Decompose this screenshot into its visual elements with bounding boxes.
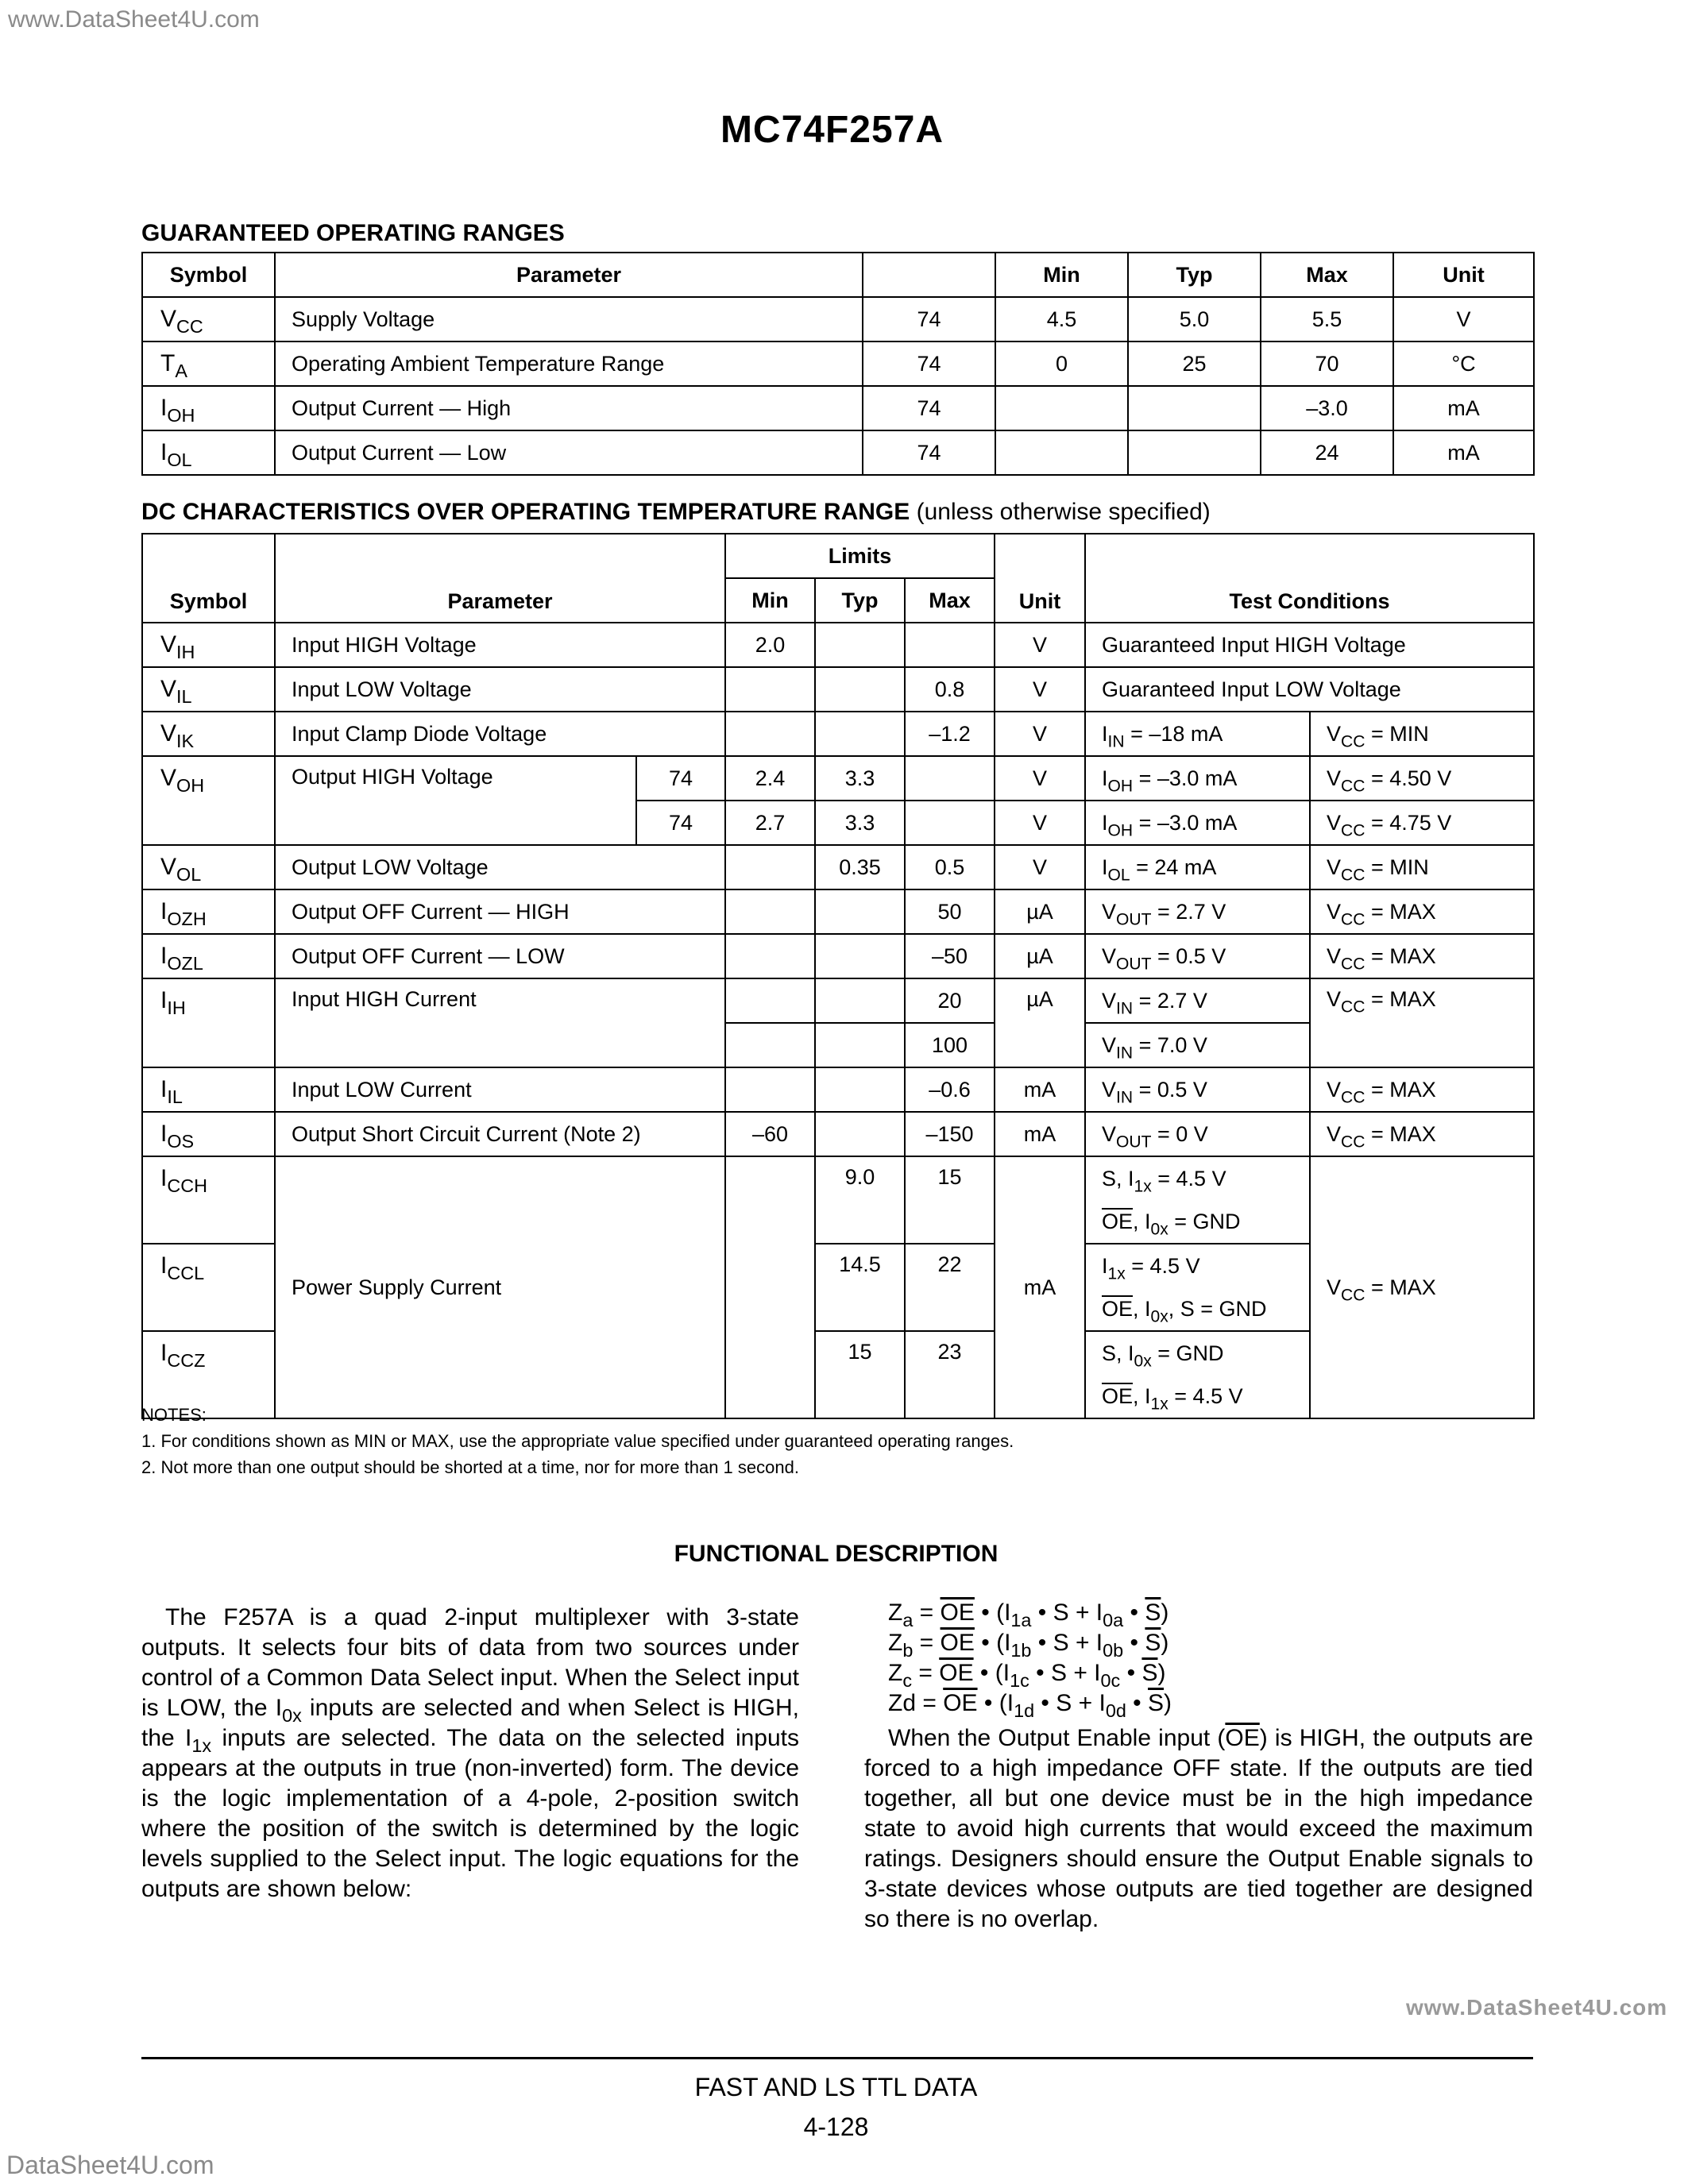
condition-cell: $V_{CC}$ = MIN	[1310, 712, 1534, 756]
symbol-cell: $V_{IK}$	[142, 712, 275, 756]
version-cell: 74	[863, 386, 995, 430]
unit-cell: V	[995, 801, 1085, 845]
typ-cell: 0.35	[815, 845, 905, 889]
symbol-cell: $I_{OZL}$	[142, 934, 275, 978]
col-min: Min	[725, 578, 815, 623]
unit-cell: V	[995, 756, 1085, 801]
parameter-cell: Output HIGH Voltage	[275, 756, 636, 845]
table-header-row	[142, 253, 1534, 297]
condition-cell: $I_{OH} = -3.0$ mA	[1085, 801, 1310, 845]
symbol-cell: $I_{IL}$	[142, 1067, 275, 1112]
version-cell: 74	[863, 341, 995, 386]
col-blank	[863, 253, 995, 297]
parameter-cell: Operating Ambient Temperature Range	[275, 341, 863, 386]
min-cell	[725, 712, 815, 756]
unit-cell: mA	[1393, 430, 1534, 475]
max-cell: 0.8	[905, 667, 995, 712]
guaranteed-operating-ranges-table	[141, 252, 1535, 476]
condition-cell: $I_{OH} = -3.0$ mA	[1085, 756, 1310, 801]
typ-cell	[815, 889, 905, 934]
parameter-cell: Input LOW Current	[275, 1067, 725, 1112]
col-min: Min	[995, 253, 1128, 297]
col-typ: Typ	[1128, 253, 1261, 297]
typ-cell: 25	[1128, 341, 1261, 386]
max-cell: –3.0	[1261, 386, 1393, 430]
equation-zc: $Z_c = \overline{OE}$ • ($I_{1c}$ • $S + I_{0c}$ • $\overline{S}$)	[888, 1660, 1166, 1692]
min-cell	[725, 889, 815, 934]
parameter-cell: Output OFF Current — LOW	[275, 934, 725, 978]
symbol-cell: $I_{IH}$	[142, 978, 275, 1067]
condition-cell: $V_{CC}$ = MIN	[1310, 845, 1534, 889]
symbol-cell: $V_{CC}$	[142, 297, 275, 341]
dc-characteristics-table	[141, 533, 1535, 1419]
notes	[141, 1402, 1014, 1480]
header-row-1	[142, 534, 1534, 578]
equation-zb: $Z_b = \overline{OE}$ • ($I_{1b}$ • $S + I_{0b}$ • $\overline{S}$)	[888, 1630, 1169, 1661]
table-row	[142, 623, 1534, 667]
condition-cell: $V_{OUT} = 2.7$ V	[1085, 889, 1310, 934]
note-1: 1. For conditions shown as MIN or MAX, use the appropriate value specified under guaranteed operating ranges.	[141, 1431, 1014, 1451]
unit-cell: °C	[1393, 341, 1534, 386]
footer-rule	[141, 2057, 1533, 2059]
watermark-bottom: DataSheet4U.com	[6, 2151, 214, 2179]
table-row	[142, 1112, 1534, 1156]
condition-cell: $V_{CC}$ = MAX	[1310, 934, 1534, 978]
max-cell	[905, 801, 995, 845]
condition-cell: $V_{CC}$ = MAX	[1310, 1112, 1534, 1156]
notes-header: NOTES:	[141, 1405, 207, 1425]
condition-cell: $V_{CC}$ = MAX	[1310, 978, 1534, 1067]
watermark-right: www.DataSheet4U.com	[1406, 1995, 1668, 2020]
max-cell: –1.2	[905, 712, 995, 756]
max-cell: 70	[1261, 341, 1393, 386]
col-typ: Typ	[815, 578, 905, 623]
version-cell: 74	[863, 297, 995, 341]
functional-description-title: FUNCTIONAL DESCRIPTION	[674, 1541, 999, 1567]
unit-cell: V	[995, 845, 1085, 889]
symbol-cell: $V_{OL}$	[142, 845, 275, 889]
dc-heading: DC CHARACTERISTICS OVER OPERATING TEMPERATURE RANGE (unless otherwise specified)	[141, 499, 1211, 525]
typ-cell	[815, 623, 905, 667]
equation-za: $Z_a = \overline{OE}$ • ($I_{1a}$ • $S + I_{0a}$ • $\overline{S}$)	[888, 1599, 1169, 1631]
table-row	[142, 845, 1534, 889]
unit-cell: V	[995, 623, 1085, 667]
min-cell	[725, 667, 815, 712]
max-cell: 5.5	[1261, 297, 1393, 341]
typ-cell	[815, 1023, 905, 1067]
typ-cell: 3.3	[815, 756, 905, 801]
min-cell: 2.0	[725, 623, 815, 667]
condition-cell: $\overline{OE}$, $I_{0x}$, S = GND	[1085, 1287, 1310, 1331]
typ-cell: 9.0	[815, 1156, 905, 1244]
note-2: 2. Not more than one output should be shorted at a time, nor for more than 1 second.	[141, 1457, 799, 1477]
max-cell: 100	[905, 1023, 995, 1067]
min-cell: 0	[995, 341, 1128, 386]
unit-cell: V	[995, 712, 1085, 756]
symbol-cell: $T_A$	[142, 341, 275, 386]
unit-cell: V	[995, 667, 1085, 712]
col-unit: Unit	[995, 534, 1085, 623]
col-parameter: Parameter	[275, 534, 725, 623]
max-cell: 23	[905, 1331, 995, 1418]
table-row	[142, 1067, 1534, 1112]
condition-cell: $\overline{OE}$, $I_{0x}$ = GND	[1085, 1200, 1310, 1244]
equation-zd: $Zd = \overline{OE}$ • ($I_{1d}$ • $S + I_{0d}$ • $\overline{S}$)	[888, 1690, 1172, 1722]
min-cell	[725, 978, 815, 1023]
max-cell: –0.6	[905, 1067, 995, 1112]
condition-cell: Guaranteed Input LOW Voltage	[1085, 667, 1534, 712]
condition-cell: Guaranteed Input HIGH Voltage	[1085, 623, 1534, 667]
condition-cell: $\overline{OE}$, $I_{1x} = 4.5$ V	[1085, 1375, 1310, 1418]
parameter-cell: Output OFF Current — HIGH	[275, 889, 725, 934]
page-number: 4-128	[803, 2113, 869, 2141]
table-row	[142, 756, 1534, 801]
unit-cell: mA	[995, 1156, 1085, 1418]
table-row	[142, 430, 1534, 475]
condition-cell: $I_{OL} = 24$ mA	[1085, 845, 1310, 889]
parameter-cell: Output Current — Low	[275, 430, 863, 475]
symbol-cell: $I_{CCL}$	[142, 1244, 275, 1331]
parameter-cell: Output Short Circuit Current (Note 2)	[275, 1112, 725, 1156]
col-max: Max	[905, 578, 995, 623]
max-cell: 22	[905, 1244, 995, 1331]
col-limits: Limits	[725, 534, 995, 578]
typ-cell	[815, 667, 905, 712]
symbol-cell: $I_{OH}$	[142, 386, 275, 430]
logic-equations	[888, 1598, 1533, 1722]
condition-cell: $V_{CC} = 4.75$ V	[1310, 801, 1534, 845]
condition-cell: $V_{OUT} = 0$ V	[1085, 1112, 1310, 1156]
symbol-cell: $V_{IH}$	[142, 623, 275, 667]
typ-cell: 5.0	[1128, 297, 1261, 341]
typ-cell	[815, 934, 905, 978]
table-row	[142, 341, 1534, 386]
typ-cell: 14.5	[815, 1244, 905, 1331]
unit-cell: mA	[995, 1067, 1085, 1112]
gor-heading: GUARANTEED OPERATING RANGES	[141, 220, 565, 246]
footer-title: FAST AND LS TTL DATA	[694, 2073, 978, 2101]
symbol-cell: $V_{OH}$	[142, 756, 275, 845]
condition-cell: $V_{IN} = 0.5$ V	[1085, 1067, 1310, 1112]
min-cell: 4.5	[995, 297, 1128, 341]
col-test-conditions: Test Conditions	[1085, 534, 1534, 623]
max-cell	[905, 623, 995, 667]
typ-cell	[1128, 430, 1261, 475]
typ-cell	[815, 1112, 905, 1156]
col-symbol: Symbol	[142, 534, 275, 623]
min-cell	[725, 934, 815, 978]
parameter-cell: Input HIGH Current	[275, 978, 725, 1067]
symbol-cell: $I_{OL}$	[142, 430, 275, 475]
parameter-cell: Supply Voltage	[275, 297, 863, 341]
version-cell: 74	[863, 430, 995, 475]
parameter-cell: Power Supply Current	[275, 1156, 725, 1418]
functional-right-paragraph: When the Output Enable input $(\overline{OE})$ is HIGH, the outputs are forced to a high impedance OFF state. If the outputs are tied together, all but one device must be in the high impedance state to avoid high currents that would exceed the maximum ratings. Designers should ensure the Output Enable signals to 3-state devices whose outputs are tied together are designed so there is no overlap.	[864, 1725, 1534, 1932]
typ-cell	[815, 712, 905, 756]
min-cell	[725, 1067, 815, 1112]
unit-cell: mA	[995, 1112, 1085, 1156]
typ-cell	[815, 978, 905, 1023]
col-symbol: Symbol	[142, 253, 275, 297]
unit-cell: mA	[1393, 386, 1534, 430]
symbol-cell: $I_{CCH}$	[142, 1156, 275, 1244]
min-cell	[995, 430, 1128, 475]
max-cell: 15	[905, 1156, 995, 1244]
parameter-cell: Input LOW Voltage	[275, 667, 725, 712]
condition-cell: $V_{CC} = 4.50$ V	[1310, 756, 1534, 801]
min-cell	[725, 1023, 815, 1067]
version-cell: 74	[636, 801, 725, 845]
unit-cell: V	[1393, 297, 1534, 341]
table-row	[142, 978, 1534, 1023]
col-parameter: Parameter	[275, 253, 863, 297]
unit-cell: µA	[995, 934, 1085, 978]
symbol-cell: $V_{IL}$	[142, 667, 275, 712]
typ-cell	[1128, 386, 1261, 430]
watermark-top: www.DataSheet4U.com	[8, 6, 260, 33]
table-row	[142, 712, 1534, 756]
min-cell: 2.4	[725, 756, 815, 801]
min-cell	[725, 845, 815, 889]
table-row	[142, 386, 1534, 430]
condition-cell: $V_{OUT} = 0.5$ V	[1085, 934, 1310, 978]
condition-cell: $V_{CC}$ = MAX	[1310, 1156, 1534, 1418]
max-cell: 0.5	[905, 845, 995, 889]
condition-cell: S, $I_{1x} = 4.5$ V	[1085, 1156, 1310, 1200]
unit-cell: µA	[995, 889, 1085, 934]
condition-cell: $I_{1x} = 4.5$ V	[1085, 1244, 1310, 1287]
symbol-cell: $I_{CCZ}$	[142, 1331, 275, 1418]
max-cell	[905, 756, 995, 801]
typ-cell: 3.3	[815, 801, 905, 845]
parameter-cell: Input Clamp Diode Voltage	[275, 712, 725, 756]
condition-cell: $V_{IN} = 7.0$ V	[1085, 1023, 1310, 1067]
condition-cell: S, $I_{0x}$ = GND	[1085, 1331, 1310, 1375]
max-cell: –150	[905, 1112, 995, 1156]
parameter-cell: Output Current — High	[275, 386, 863, 430]
min-cell	[725, 1156, 815, 1418]
max-cell: 50	[905, 889, 995, 934]
table-row	[142, 1156, 1534, 1200]
functional-left-paragraph: The F257A is a quad 2-input multiplexer with 3-state outputs. It selects four bits of data from two sources under control of a Common Data Select input. When the Select input is LOW, the $I_{0x}$ inputs are selected and when Select is HIGH, the $I_{1x}$ inputs are selected. The data on the selected inputs appears at the outputs in true (non-inverted) form. The device is the logic implementation of a 4-pole, 2-position switch where the position of the switch is determined by the logic levels supplied to the Select input. The logic equations for the outputs are shown below:	[141, 1604, 800, 1902]
unit-cell: µA	[995, 978, 1085, 1067]
table-row	[142, 667, 1534, 712]
page-title: MC74F257A	[720, 109, 944, 151]
condition-cell: $I_{IN} = -18$ mA	[1085, 712, 1310, 756]
parameter-cell: Input HIGH Voltage	[275, 623, 725, 667]
symbol-cell: $I_{OZH}$	[142, 889, 275, 934]
parameter-cell: Output LOW Voltage	[275, 845, 725, 889]
table-row	[142, 934, 1534, 978]
col-unit: Unit	[1393, 253, 1534, 297]
col-max: Max	[1261, 253, 1393, 297]
max-cell: –50	[905, 934, 995, 978]
condition-cell: $V_{CC}$ = MAX	[1310, 889, 1534, 934]
condition-cell: $V_{IN} = 2.7$ V	[1085, 978, 1310, 1023]
table-row	[142, 297, 1534, 341]
max-cell: 20	[905, 978, 995, 1023]
typ-cell: 15	[815, 1331, 905, 1418]
min-cell: –60	[725, 1112, 815, 1156]
condition-cell: $V_{CC}$ = MAX	[1310, 1067, 1534, 1112]
min-cell	[995, 386, 1128, 430]
version-cell: 74	[636, 756, 725, 801]
max-cell: 24	[1261, 430, 1393, 475]
typ-cell	[815, 1067, 905, 1112]
symbol-cell: $I_{OS}$	[142, 1112, 275, 1156]
table-row	[142, 889, 1534, 934]
min-cell: 2.7	[725, 801, 815, 845]
